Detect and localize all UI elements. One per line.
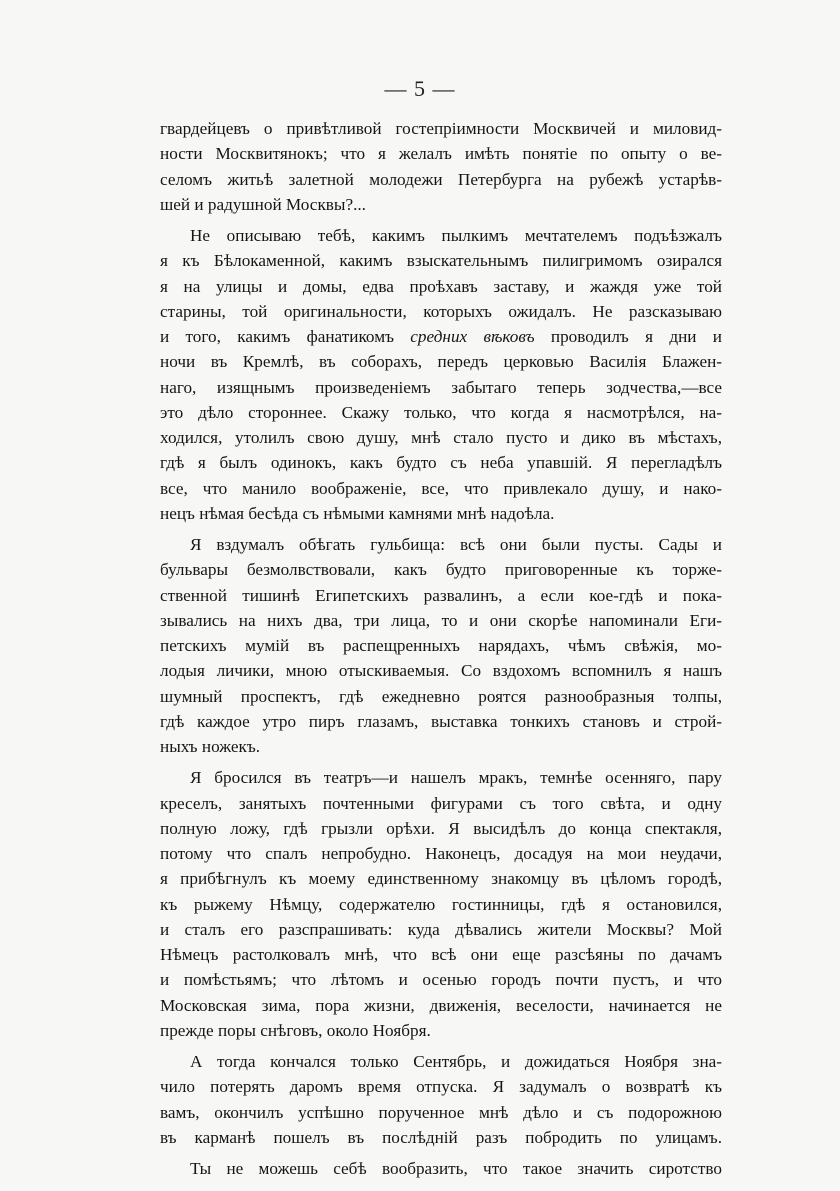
text-line: петскихъ мумій въ распещренныхъ нарядахъ, чѣмъ свѣжія, мо- xyxy=(160,636,722,655)
text-line: это дѣло стороннее. Скажу только, что когда я насмотрѣлся, на- xyxy=(160,402,722,422)
text-line: Московская зима, пора жизни, движенія, веселости, начинается не xyxy=(160,995,722,1015)
text-line: гвардейцевъ о привѣтливой гостепріимности Москвичей и миловид- xyxy=(160,119,722,138)
text-line: ныхъ ножекъ. xyxy=(160,737,261,756)
text-line: Не описываю тебѣ, какимъ пылкимъ мечтателемъ подъѣзжалъ xyxy=(190,226,722,245)
text-line: селомъ житьѣ залетной молодежи Петербурга на рубежѣ устарѣв- xyxy=(160,169,722,189)
text-line: и того, какимъ фанатикомъ средних вѣковъ проводилъ я дни и xyxy=(160,327,722,346)
text-line: А тогда кончался только Сентябрь, и дожидаться Ноября зна- xyxy=(190,1052,722,1071)
text-line: и сталъ его разспрашивать: куда дѣвались жители Москвы? Мой xyxy=(160,919,722,939)
text-line: чило потерять даромъ время отпуска. Я задумалъ о возвратѣ къ xyxy=(160,1077,722,1097)
text-line: все, что манило воображеніе, все, что привлекало душу, и нако- xyxy=(160,478,722,498)
text-line: шумный проспектъ, гдѣ ежедневно роятся разнообразныя толпы, xyxy=(160,686,722,706)
text-line: и помѣстьямъ; что лѣтомъ и осенью городъ почти пустъ, и что xyxy=(160,970,722,990)
paragraph xyxy=(160,223,722,526)
text-line: я на улицы и домы, едва проѣхавъ заставу, и жаждя уже той xyxy=(160,276,722,296)
text-line: Я бросился въ театръ—и нашелъ мракъ, темнѣе осенняго, пару xyxy=(190,768,722,788)
text-line: вамъ, окончилъ успѣшно порученное мнѣ дѣло и съ подорожною xyxy=(160,1102,722,1122)
text-line: нецъ нѣмая бесѣда съ нѣмыми камнями мнѣ надоѣла. xyxy=(160,503,555,523)
text-line: зывались на нихъ два, три лица, то и они скорѣе напоминали Еги- xyxy=(160,610,722,630)
text-line: креселъ, занятыхъ почтенными фигурами съ того свѣта, и одну xyxy=(160,793,722,813)
text-line: къ рыжему Нѣмцу, содержателю гостинницы, гдѣ я остановился, xyxy=(160,894,722,914)
body-text xyxy=(160,116,722,1181)
paragraph xyxy=(160,1049,722,1150)
paragraph xyxy=(160,765,722,1043)
text-line: гдѣ каждое утро пиръ глазамъ, выставка тонкихъ становъ и строй- xyxy=(160,711,722,731)
text-line: наго, изящнымъ произведеніемъ забытаго теперь зодчества,—все xyxy=(160,377,722,397)
text-line: Нѣмецъ растолковалъ мнѣ, что всѣ они еще разсѣяны по дачамъ xyxy=(160,945,722,964)
text-line: ственной тишинѣ Египетскихъ развалинъ, а если кое-гдѣ и пока- xyxy=(160,585,722,605)
text-line: Я вздумалъ обѣгать гульбища: всѣ они были пусты. Сады и xyxy=(190,535,722,554)
text-line: гдѣ я былъ одинокъ, какъ будто съ неба упавшій. Я перегладѣлъ xyxy=(160,453,722,473)
text-line: въ карманѣ пошелъ въ послѣдній разъ побродить по улицамъ. xyxy=(160,1127,722,1147)
text-line: Ты не можешь себѣ вообразить, что такое значить сиротство xyxy=(190,1159,722,1178)
text-line: ности Москвитянокъ; что я желалъ имѣть понятіе по опыту о ве- xyxy=(160,144,722,164)
text-line: ходился, утолилъ свою душу, мнѣ стало пусто и дико въ мѣстахъ, xyxy=(160,428,722,447)
emphasis: средних вѣковъ xyxy=(410,327,535,346)
paragraph xyxy=(160,1156,722,1181)
text-line: старины, той оригинальности, которыхъ ожидалъ. Не разсказываю xyxy=(160,301,722,321)
text-line: потому что спалъ непробудно. Наконецъ, досадуя на мои неудачи, xyxy=(160,844,722,863)
text-line: я прибѣгнулъ къ моему единственному знакомцу въ цѣломъ городѣ, xyxy=(160,869,722,889)
text-line: шей и радушной Москвы?... xyxy=(160,194,366,214)
text-line: я къ Бѣлокаменной, какимъ взыскательнымъ пилигримомъ озирался xyxy=(160,251,722,271)
text-line: бульвары безмолвствовали, какъ будто приговоренные къ торже- xyxy=(160,560,722,580)
paragraph xyxy=(160,116,722,217)
text-line: полную ложу, гдѣ грызли орѣхи. Я высидѣлъ до конца спектакля, xyxy=(160,818,722,838)
text-line: прежде поры снѣговъ, около Ноября. xyxy=(160,1020,431,1040)
text-line: ночи въ Кремлѣ, въ соборахъ, передъ церковью Василія Блажен- xyxy=(160,352,722,372)
paragraph xyxy=(160,532,722,759)
page-number: — 5 — xyxy=(384,76,456,101)
text-line: лодыя личики, мною отыскиваемыя. Со вздохомъ вспомнилъ я нашъ xyxy=(160,661,722,681)
